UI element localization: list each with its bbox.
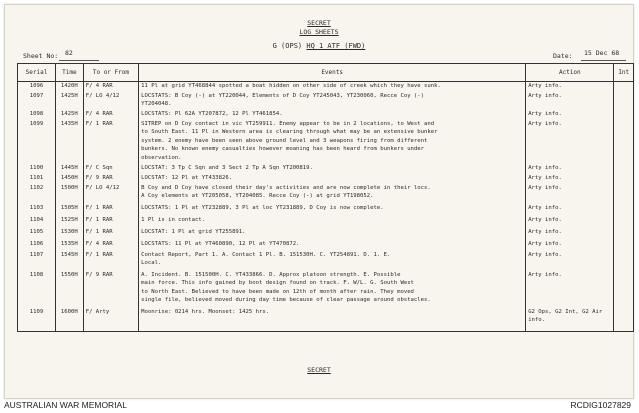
to-or-from-cell: F/ 4 RAR [83, 82, 138, 92]
action-cell: Arty info. [526, 164, 614, 174]
events-cell: LOCSTATS: 1 Pl at YT232889, 3 Pl at loc YT231889, D Coy is now complete. [139, 204, 526, 216]
action-cell: Arty info. [526, 251, 614, 271]
col-header-to-or-from: To or From [83, 64, 138, 82]
serial-cell: 1100 [18, 164, 56, 174]
sheet-number-label: Sheet No: [23, 52, 59, 60]
serial-cell: 1105 [18, 228, 56, 240]
to-or-from-cell: F/ 1 RAR [83, 216, 138, 228]
to-or-from-cell: F/ 1 RAR [83, 120, 138, 164]
action-cell: Arty info. [526, 120, 614, 164]
int-cell [614, 251, 634, 271]
action-cell: G2 Ops, G2 Int, G2 Air info. [526, 308, 614, 332]
serial-cell: 1107 [18, 251, 56, 271]
int-cell [614, 110, 634, 120]
events-cell: A. Incident. B. 151500H. C. YT433866. D. Approx platoon strength. E. Possible main force. This info gained by boot design found on track. F. W/L. G. South West to North East. Believed to have been made on 12th of month after rain. They moved single file, believed moved during day time because of clear passage around obstacles. [139, 271, 526, 308]
time-cell: 1535H [55, 240, 83, 251]
action-cell: Arty info. [526, 204, 614, 216]
table-row [18, 228, 634, 240]
int-cell [614, 228, 634, 240]
unit-prefix: G (OPS) [272, 42, 303, 50]
date-value: 15 Dec 68 [584, 49, 620, 57]
to-or-from-cell: F/ LO 4/12 [83, 184, 138, 204]
int-cell [614, 308, 634, 332]
log-table [17, 63, 634, 332]
action-cell: Arty info. [526, 240, 614, 251]
table-header-row [18, 64, 634, 82]
serial-cell: 1109 [18, 308, 56, 332]
int-cell [614, 216, 634, 228]
classification-footer: SECRET [307, 366, 331, 374]
table-row [18, 308, 634, 332]
events-cell: Contact Report, Part 1. A. Contact 1 Pl. B. 151530H. C. YT254891. D. 1. E. Local. [139, 251, 526, 271]
int-cell [614, 82, 634, 92]
time-cell: 1420H [55, 82, 83, 92]
to-or-from-cell: F/ 9 RAR [83, 271, 138, 308]
col-header-action: Action [526, 64, 614, 82]
sheet-number-value: 82 [65, 49, 73, 57]
table-row [18, 216, 634, 228]
serial-cell: 1097 [18, 92, 56, 110]
time-cell: 1550H [55, 271, 83, 308]
events-cell: 11 Pl at grid YT468844 spotted a boat hidden on other side of creek which they have sunk. [139, 82, 526, 92]
table-row [18, 251, 634, 271]
to-or-from-cell: F/ 4 RAR [83, 240, 138, 251]
events-cell: 1 Pl is in contact. [139, 216, 526, 228]
events-cell: LOCSTATS: Pl 62A YT207872, 12 Pl YT461854. [139, 110, 526, 120]
action-cell: Arty info. [526, 92, 614, 110]
action-cell: Arty info. [526, 110, 614, 120]
table-row [18, 204, 634, 216]
time-cell: 1600H [55, 308, 83, 332]
table-row [18, 164, 634, 174]
sheet-number-underline [59, 60, 99, 61]
serial-cell: 1099 [18, 120, 56, 164]
sheet-number-field [23, 49, 73, 60]
serial-cell: 1108 [18, 271, 56, 308]
serial-cell: 1104 [18, 216, 56, 228]
to-or-from-cell: F/ 4 RAR [83, 110, 138, 120]
table-row [18, 120, 634, 164]
table-row [18, 174, 634, 184]
serial-cell: 1101 [18, 174, 56, 184]
credit-source: AUSTRALIAN WAR MEMORIAL [4, 400, 127, 410]
action-cell: Arty info. [526, 174, 614, 184]
table-row [18, 92, 634, 110]
log-sheets-title: LOG SHEETS [299, 28, 339, 36]
int-cell [614, 174, 634, 184]
date-label: Date: [553, 52, 573, 60]
serial-cell: 1103 [18, 204, 56, 216]
events-cell: LOCSTATS: 11 Pl at YT460890, 12 Pl at YT470872. [139, 240, 526, 251]
time-cell: 1425H [55, 110, 83, 120]
action-cell: Arty info. [526, 184, 614, 204]
date-field [553, 49, 620, 60]
log-table-body [18, 82, 634, 332]
int-cell [614, 204, 634, 216]
to-or-from-cell: F/ 1 RAR [83, 204, 138, 216]
to-or-from-cell: F/ 1 RAR [83, 251, 138, 271]
credit-reference: RCDIG1027829 [570, 400, 631, 410]
table-row [18, 82, 634, 92]
col-header-events: Events [139, 64, 526, 82]
to-or-from-cell: F/ LO 4/12 [83, 92, 138, 110]
events-cell: B Coy and D Coy have closed their day's activities and are now complete in their locs. A Coy elements at YT205058, YT204085. Recce Coy (-) at grid YT198052. [139, 184, 526, 204]
action-cell: Arty info. [526, 216, 614, 228]
events-cell: Moonrise: 0214 hrs. Moonset: 1425 hrs. [139, 308, 526, 332]
time-cell: 1450H [55, 174, 83, 184]
time-cell: 1425H [55, 92, 83, 110]
action-cell: Arty info. [526, 228, 614, 240]
col-header-serial: Serial [18, 64, 56, 82]
time-cell: 1435H [55, 120, 83, 164]
events-cell: LOCSTAT: 3 Tp C Sqn and 3 Sect 2 Tp A Sqn YT200819. [139, 164, 526, 174]
time-cell: 1545H [55, 251, 83, 271]
serial-cell: 1102 [18, 184, 56, 204]
events-cell: LOCSTAT: 12 Pl at YT433826. [139, 174, 526, 184]
table-row [18, 110, 634, 120]
serial-cell: 1106 [18, 240, 56, 251]
int-cell [614, 164, 634, 174]
table-row [18, 240, 634, 251]
int-cell [614, 240, 634, 251]
int-cell [614, 92, 634, 110]
time-cell: 1530H [55, 228, 83, 240]
table-row [18, 184, 634, 204]
col-header-time: Time [55, 64, 83, 82]
action-cell: Arty info. [526, 82, 614, 92]
to-or-from-cell: F/ Arty [83, 308, 138, 332]
time-cell: 1500H [55, 184, 83, 204]
int-cell [614, 184, 634, 204]
time-cell: 1525H [55, 216, 83, 228]
events-cell: SITREP on D Coy contact in vic YT259911. Enemy appear to be in 2 locations, to West and to South East. 11 Pl in Western area is clearing through what may be an extensive bunker system. 2 enemy have been seen above ground level and 3 weapons firing from different bunkers. No known enemy casualties however moaning has been heard from bunkers under observation. [139, 120, 526, 164]
date-underline [581, 60, 626, 61]
table-row [18, 271, 634, 308]
serial-cell: 1096 [18, 82, 56, 92]
unit-line [5, 42, 633, 50]
to-or-from-cell: F/ 9 RAR [83, 174, 138, 184]
events-cell: LOCSTAT: 1 Pl at grid YT255891. [139, 228, 526, 240]
int-cell [614, 120, 634, 164]
col-header-int: Int [614, 64, 634, 82]
serial-cell: 1098 [18, 110, 56, 120]
events-cell: LOCSTATS: B Coy (-) at YT220044, Elements of D Coy YT245043, YT230060, Recce Coy (-) YT204048. [139, 92, 526, 110]
to-or-from-cell: F/ 1 RAR [83, 228, 138, 240]
action-cell: Arty info. [526, 271, 614, 308]
classification-header: SECRET [307, 19, 331, 27]
to-or-from-cell: F/ C Sqn [83, 164, 138, 174]
time-cell: 1445H [55, 164, 83, 174]
time-cell: 1505H [55, 204, 83, 216]
unit-name: HQ 1 ATF (FWD) [306, 42, 366, 50]
int-cell [614, 271, 634, 308]
